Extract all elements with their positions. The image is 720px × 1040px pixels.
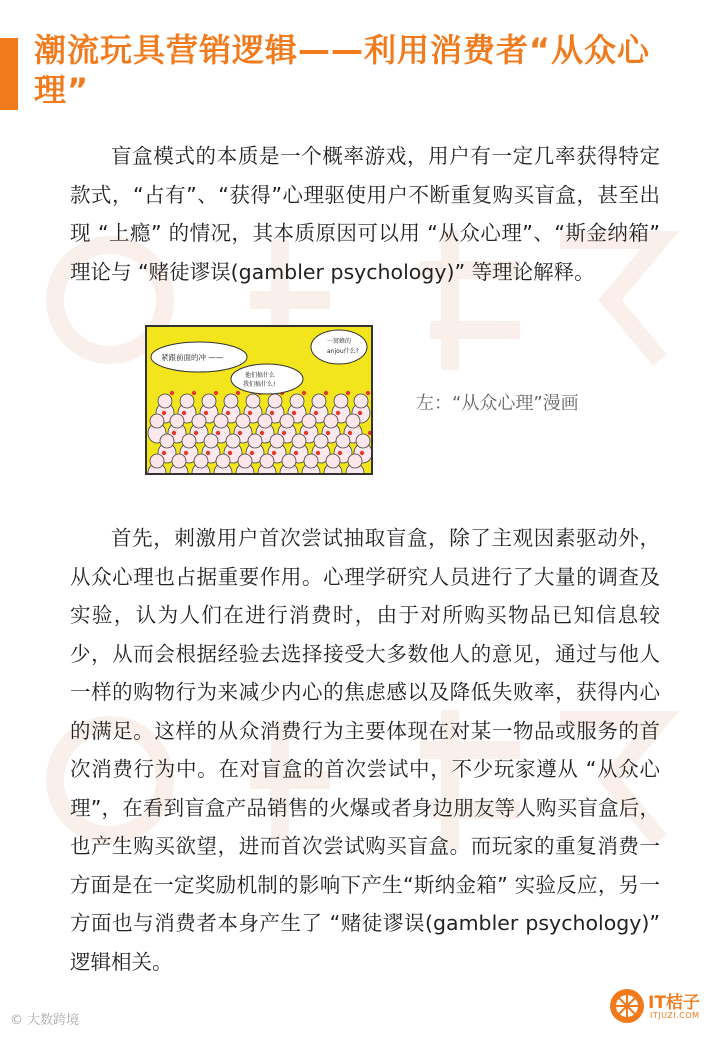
page-title: 潮流玩具营销逻辑——利用消费者“从众心理”: [34, 31, 651, 109]
itjuzi-logo: [610, 986, 706, 1026]
logo-subtext: ITJUZI.COM: [650, 1011, 700, 1020]
body-paragraph: 首先，刺激用户首次尝试抽取盲盒，除了主观因素驱动外，从众心理也占据重要作用。心理学研究人员进行了大量的调查及实验，认为人们在进行消费时，由于对所购买物品已知信息较少，从而会根据经验去选择接受大多数他人的意见，通过与他人一样的购物行为来减少内心的焦虑感以及降低失败率，获得内心的满足。这样的从众消费行为主要体现在对某一物品或服务的首次消费行为中。在对盲盒的首次尝试中，不少玩家遵从 “从众心理”，在看到盲盒产品销售的火爆或者身边朋友等人购买盲盒后，也产生购买欲望，进而首次尝试购买盲盒。而玩家的重复消费一方面是在一定奖励机制的影响下产生“斯纳金箱” 实验反应，另一方面也与消费者本身产生了 “赌徒谬误(gambler psychology)” 逻辑相关。: [70, 526, 660, 974]
source-watermark: © 大数跨境: [10, 1013, 80, 1028]
conformity-comic-image: [145, 325, 373, 475]
figure-caption: 左：“从众心理”漫画: [416, 393, 579, 414]
comic-bubble-center-2: 我们搞什么!: [243, 381, 276, 388]
title-accent-bar: [0, 38, 18, 110]
comic-bubble-right-2: anjou什么?: [327, 348, 359, 355]
orange-slice-icon: [610, 989, 644, 1023]
logo-text: IT桔子: [648, 993, 700, 1013]
comic-bubble-center-1: 他们搞什么: [245, 372, 276, 379]
comic-bubble-left: 紧跟前面的冲 ——: [161, 353, 224, 362]
comic-bubble-right-1: 一窝蜂的: [327, 338, 352, 345]
intro-paragraph: 盲盒模式的本质是一个概率游戏，用户有一定几率获得特定款式，“占有”、“获得”心理驱使用户不断重复购买盲盒，甚至出现 “上瘾” 的情况，其本质原因可以用 “从众心理”、“斯金纳箱” 理论与 “赌徒谬误(gambler psychology)” 等理论解释。: [70, 144, 660, 284]
